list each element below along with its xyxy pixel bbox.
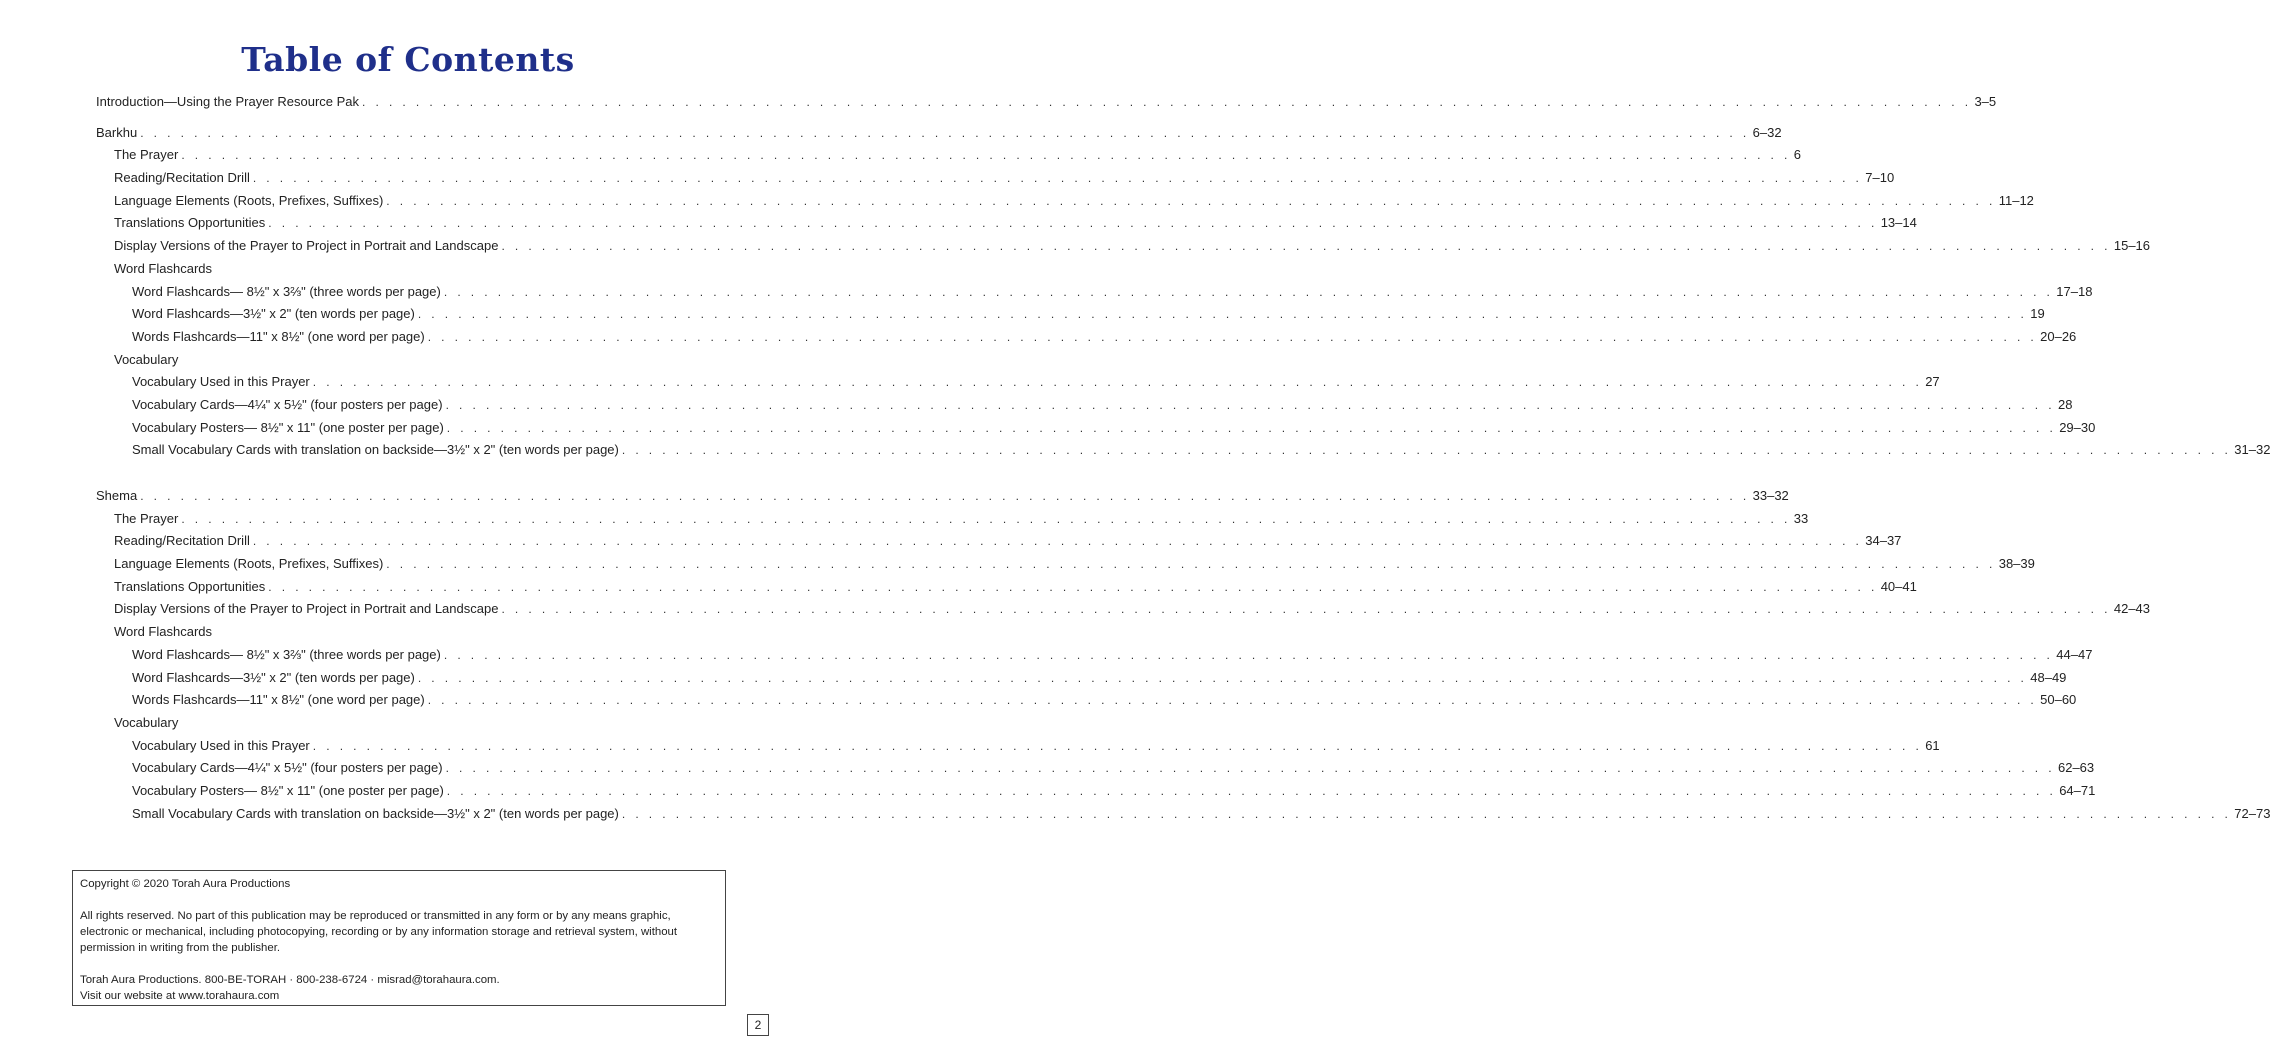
toc-entry-label: Vocabulary Posters— 8½" x 11" (one poster per page): [132, 782, 444, 798]
toc-entry-label: Words Flashcards—11" x 8½" (one word per page): [132, 328, 425, 344]
toc-entry: [132, 644, 2093, 667]
toc-entry-page: 61: [1925, 737, 1940, 753]
toc-entry-page: 33: [1793, 510, 1809, 526]
toc-entry: [114, 167, 1895, 190]
toc-entry-page: 64–71: [2059, 782, 2096, 798]
toc-entry-page: 20–26: [2040, 328, 2077, 344]
toc-entry-page: 13–14: [1880, 215, 1917, 231]
toc-entry-label: Translations Opportunities: [114, 578, 266, 594]
toc-entry-page: 11–12: [1998, 192, 2034, 208]
dot-leader: . . . . . . . . . . . . . . . . . . . . . . . . . . . . . . . . . . . . . . . . . . . . . . . . . . . . . . . . . . . . . . . . . . . . . . . . . . . . . . . . . . . . . . . . . . . . . . . . . . . . . . . . . . . . . . . . . . . . . . . .: [181, 511, 1791, 526]
toc-entry-page: 15–16: [2113, 238, 2151, 254]
contact-line: Torah Aura Productions. 800-BE-TORAH · 800-238-6724 · misrad@torahaura.com.: [80, 974, 500, 986]
toc-entry: [114, 349, 738, 372]
toc-entry-page: 28: [2057, 396, 2073, 412]
toc-entry: [132, 735, 1940, 758]
toc-entry-label: Word Flashcards—3½" x 2" (ten words per page): [132, 306, 415, 322]
toc-entry-label: Introduction—Using the Prayer Resource Pak: [96, 94, 360, 109]
toc-entry: [114, 598, 2151, 621]
dot-leader: . . . . . . . . . . . . . . . . . . . . . . . . . . . . . . . . . . . . . . . . . . . . . . . . . . . . . . . . . . . . . . . . . . . . . . . . . . . . . . . . . . . . . . . . . . . . . . . . . . . . . . . . . . . . . . . . . . . . . . . .: [445, 397, 2055, 412]
toc-entry-label: Translations Opportunities: [114, 215, 266, 231]
dot-leader: . . . . . . . . . . . . . . . . . . . . . . . . . . . . . . . . . . . . . . . . . . . . . . . . . . . . . . . . . . . . . . . . . . . . . . . . . . . . . . . . . . . . . . . . . . . . . . . . . . . . . . . . . . . . . . . . . . . . . . . .: [181, 148, 1791, 163]
toc-entry-page: 33–32: [1752, 488, 1789, 503]
toc-entry: [132, 371, 1940, 394]
dot-leader: . . . . . . . . . . . . . . . . . . . . . . . . . . . . . . . . . . . . . . . . . . . . . . . . . . . . . . . . . . . . . . . . . . . . . . . . . . . . . . . . . . . . . . . . . . . . . . . . . . . . . . . . . . . . . . . . . . . . . . . .: [445, 761, 2055, 776]
toc-entry: [96, 91, 1997, 114]
toc-entry-label: The Prayer: [114, 147, 179, 163]
dot-leader: . . . . . . . . . . . . . . . . . . . . . . . . . . . . . . . . . . . . . . . . . . . . . . . . . . . . . . . . . . . . . . . . . . . . . . . . . . . . . . . . . . . . . . . . . . . . . . . . . . . . . . . . . . . . . . . . . . . . . . . .: [252, 171, 1863, 186]
toc-entry: [114, 190, 2034, 213]
toc-entry-label: Vocabulary Used in this Prayer: [132, 374, 310, 390]
dot-leader: . . . . . . . . . . . . . . . . . . . . . . . . . . . . . . . . . . . . . . . . . . . . . . . . . . . . . . . . . . . . . . . . . . . . . . . . . . . . . . . . . . . . . . . . . . . . . . . . . . . . . . . . . . . . . . . . . . . . . . . .: [140, 489, 1750, 503]
toc-entry-page: 40–41: [1880, 578, 1917, 594]
toc-entry-label: Reading/Recitation Drill: [114, 533, 250, 549]
toc-entry: [132, 780, 2096, 803]
toc-entry-page: 17–18: [2056, 283, 2093, 299]
toc-entry: [114, 212, 1917, 235]
dot-leader: . . . . . . . . . . . . . . . . . . . . . . . . . . . . . . . . . . . . . . . . . . . . . . . . . . . . . . . . . . . . . . . . . . . . . . . . . . . . . . . . . . . . . . . . . . . . . . . . . . . . . . . . . . . . . . . . . . . . . . . .: [417, 670, 2028, 685]
toc-entry-label: Vocabulary Posters— 8½" x 11" (one poster per page): [132, 419, 444, 435]
toc-entry-label: Language Elements (Roots, Prefixes, Suffixes): [114, 192, 384, 208]
toc-entry-label: Reading/Recitation Drill: [114, 170, 250, 186]
toc-entry: [114, 553, 2035, 576]
toc-entry-label: Word Flashcards— 8½" x 3⅔" (three words per page): [132, 283, 441, 299]
dot-leader: . . . . . . . . . . . . . . . . . . . . . . . . . . . . . . . . . . . . . . . . . . . . . . . . . . . . . . . . . . . . . . . . . . . . . . . . . . . . . . . . . . . . . . . . . . . . . . . . . . . . . . . . . . . . . . . . . . . . . . . .: [140, 125, 1750, 140]
toc-entry: [132, 303, 2045, 326]
toc-entry-label: Vocabulary Used in this Prayer: [132, 737, 310, 753]
dot-leader: . . . . . . . . . . . . . . . . . . . . . . . . . . . . . . . . . . . . . . . . . . . . . . . . . . . . . . . . . . . . . . . . . . . . . . . . . . . . . . . . . . . . . . . . . . . . . . . . . . . . . . . . . . . . . . . . . . . . . . . .: [501, 239, 2111, 254]
dot-leader: . . . . . . . . . . . . . . . . . . . . . . . . . . . . . . . . . . . . . . . . . . . . . . . . . . . . . . . . . . . . . . . . . . . . . . . . . . . . . . . . . . . . . . . . . . . . . . . . . . . . . . . . . . . . . . . . . . . . . . . .: [252, 534, 1863, 549]
table-of-contents: [96, 91, 2270, 825]
toc-entry-label: Barkhu: [96, 124, 138, 140]
toc-entry: [114, 235, 2151, 258]
website-line: Visit our website at www.torahaura.com: [80, 990, 280, 1002]
dot-leader: . . . . . . . . . . . . . . . . . . . . . . . . . . . . . . . . . . . . . . . . . . . . . . . . . . . . . . . . . . . . . . . . . . . . . . . . . . . . . . . . . . . . . . . . . . . . . . . . . . . . . . . . . . . . . . . . . . . . . . . .: [446, 783, 2057, 798]
toc-entry-page: 6: [1793, 147, 1801, 163]
toc-entry-label: Vocabulary Cards—4¼" x 5½" (four posters per page): [132, 760, 443, 776]
dot-leader: . . . . . . . . . . . . . . . . . . . . . . . . . . . . . . . . . . . . . . . . . . . . . . . . . . . . . . . . . . . . . . . . . . . . . . . . . . . . . . . . . . . . . . . . . . . . . . . . . . . . . . . . . . . . . . . . . . . . . . . .: [386, 193, 1996, 208]
toc-entry: [132, 394, 2073, 417]
toc-entry-page: 42–43: [2113, 601, 2151, 617]
dot-leader: . . . . . . . . . . . . . . . . . . . . . . . . . . . . . . . . . . . . . . . . . . . . . . . . . . . . . . . . . . . . . . . . . . . . . . . . . . . . . . . . . . . . . . . . . . . . . . . . . . . . . . . . . . . . . . . . . . . . . . . .: [362, 95, 1972, 109]
dot-leader: . . . . . . . . . . . . . . . . . . . . . . . . . . . . . . . . . . . . . . . . . . . . . . . . . . . . . . . . . . . . . . . . . . . . . . . . . . . . . . . . . . . . . . . . . . . . . . . . . . . . . . . . . . . . . . . . . . . . . . . .: [443, 647, 2054, 662]
copyright-box: [72, 870, 726, 1006]
toc-entry-page: 38–39: [1998, 556, 2035, 572]
dot-leader: . . . . . . . . . . . . . . . . . . . . . . . . . . . . . . . . . . . . . . . . . . . . . . . . . . . . . . . . . . . . . . . . . . . . . . . . . . . . . . . . . . . . . . . . . . . . . . . . . . . . . . . . . . . . . . . . . . . . . . . .: [312, 375, 1923, 390]
toc-entry: [114, 144, 1801, 167]
toc-entry: [132, 689, 2077, 712]
toc-entry: [132, 326, 2077, 349]
dot-leader: . . . . . . . . . . . . . . . . . . . . . . . . . . . . . . . . . . . . . . . . . . . . . . . . . . . . . . . . . . . . . . . . . . . . . . . . . . . . . . . . . . . . . . . . . . . . . . . . . . . . . . . . . . . . . . . . . . . . . . . .: [417, 307, 2028, 322]
toc-entry-page: 48–49: [2030, 669, 2067, 685]
page-title: Table of Contents: [241, 40, 575, 79]
copyright-line: Copyright © 2020 Torah Aura Productions: [80, 878, 291, 890]
dot-leader: . . . . . . . . . . . . . . . . . . . . . . . . . . . . . . . . . . . . . . . . . . . . . . . . . . . . . . . . . . . . . . . . . . . . . . . . . . . . . . . . . . . . . . . . . . . . . . . . . . . . . . . . . . . . . . . . . . . . . . . .: [446, 420, 2057, 435]
dot-leader: . . . . . . . . . . . . . . . . . . . . . . . . . . . . . . . . . . . . . . . . . . . . . . . . . . . . . . . . . . . . . . . . . . . . . . . . . . . . . . . . . . . . . . . . . . . . . . . . . . . . . . . . . . . . . . . . . . . . . . . .: [268, 579, 1878, 594]
toc-entry-label: Display Versions of the Prayer to Project in Portrait and Landscape: [114, 601, 499, 617]
dot-leader: . . . . . . . . . . . . . . . . . . . . . . . . . . . . . . . . . . . . . . . . . . . . . . . . . . . . . . . . . . . . . . . . . . . . . . . . . . . . . . . . . . . . . . . . . . . . . . . . . . . . . . . . . . . . . . . . . . . . . . . .: [443, 284, 2054, 299]
toc-entry-label: The Prayer: [114, 510, 179, 526]
toc-entry: [114, 258, 738, 281]
toc-entry: [96, 122, 1782, 145]
toc-entry: [132, 667, 2067, 690]
dot-leader: . . . . . . . . . . . . . . . . . . . . . . . . . . . . . . . . . . . . . . . . . . . . . . . . . . . . . . . . . . . . . . . . . . . . . . . . . . . . . . . . . . . . . . . . . . . . . . . . . . . . . . . . . . . . . . . . . . . . . . . .: [427, 693, 2038, 708]
toc-entry-page: 19: [2030, 306, 2045, 322]
toc-entry: [132, 281, 2093, 304]
toc-entry-label: Words Flashcards—11" x 8½" (one word per page): [132, 692, 425, 708]
toc-entry-label: Shema: [96, 488, 138, 503]
toc-entry-label: Display Versions of the Prayer to Project in Portrait and Landscape: [114, 238, 499, 254]
toc-entry: [132, 803, 2270, 826]
toc-entry-page: 29–30: [2059, 419, 2096, 435]
toc-entry-label: Word Flashcards—3½" x 2" (ten words per page): [132, 669, 415, 685]
toc-entry-page: 50–60: [2040, 692, 2077, 708]
toc-entry-label: Language Elements (Roots, Prefixes, Suffixes): [114, 556, 384, 572]
toc-entry: [114, 530, 1902, 553]
dot-leader: . . . . . . . . . . . . . . . . . . . . . . . . . . . . . . . . . . . . . . . . . . . . . . . . . . . . . . . . . . . . . . . . . . . . . . . . . . . . . . . . . . . . . . . . . . . . . . . . . . . . . . . . . . . . . . . . . . . . . . . .: [501, 602, 2111, 617]
toc-entry-label: Small Vocabulary Cards with translation on backside—3½" x 2" (ten words per page): [132, 805, 619, 821]
toc-entry-label: Vocabulary: [114, 351, 179, 367]
toc-entry-page: 7–10: [1865, 170, 1895, 186]
rights-text: All rights reserved. No part of this publication may be reproduced or transmitted in any form or by any means graphic, electronic or mechanical, including photocopying, recording or by any information storage and retrieval system, without permission in writing from the publisher.: [80, 910, 678, 954]
toc-entry-page: 3–5: [1974, 94, 1997, 109]
toc-entry-page: 44–47: [2056, 646, 2093, 662]
toc-entry: [132, 417, 2096, 440]
toc-entry-label: Small Vocabulary Cards with translation on backside—3½" x 2" (ten words per page): [132, 442, 619, 458]
dot-leader: . . . . . . . . . . . . . . . . . . . . . . . . . . . . . . . . . . . . . . . . . . . . . . . . . . . . . . . . . . . . . . . . . . . . . . . . . . . . . . . . . . . . . . . . . . . . . . . . . . . . . . . . . . . . . . . . . . . . . . . .: [268, 216, 1878, 231]
dot-leader: . . . . . . . . . . . . . . . . . . . . . . . . . . . . . . . . . . . . . . . . . . . . . . . . . . . . . . . . . . . . . . . . . . . . . . . . . . . . . . . . . . . . . . . . . . . . . . . . . . . . . . . . . . . . . . . . . . . . . . . .: [427, 329, 2038, 344]
toc-entry-label: Vocabulary: [114, 714, 179, 730]
toc-entry-page: 27: [1925, 374, 1940, 390]
dot-leader: . . . . . . . . . . . . . . . . . . . . . . . . . . . . . . . . . . . . . . . . . . . . . . . . . . . . . . . . . . . . . . . . . . . . . . . . . . . . . . . . . . . . . . . . . . . . . . . . . . . . . . . . . . . . . . . . . . . . . . . .: [386, 557, 1996, 572]
toc-entry-page: 31–32: [2234, 442, 2270, 458]
toc-entry: [114, 621, 738, 644]
toc-entry-label: Vocabulary Cards—4¼" x 5½" (four posters per page): [132, 396, 443, 412]
toc-entry-label: Word Flashcards— 8½" x 3⅔" (three words per page): [132, 646, 441, 662]
toc-entry: [114, 712, 738, 735]
toc-entry-page: 62–63: [2057, 760, 2095, 776]
toc-entry: [114, 576, 1917, 599]
toc-entry: [96, 485, 1789, 508]
toc-entry-page: 72–73: [2234, 805, 2270, 821]
toc-entry-page: 6–32: [1752, 124, 1782, 140]
toc-entry-label: Word Flashcards: [114, 260, 213, 276]
dot-leader: . . . . . . . . . . . . . . . . . . . . . . . . . . . . . . . . . . . . . . . . . . . . . . . . . . . . . . . . . . . . . . . . . . . . . . . . . . . . . . . . . . . . . . . . . . . . . . . . . . . . . . . . . . . . . . . . . . . . . . . .: [621, 806, 2232, 821]
toc-entry-page: 34–37: [1865, 533, 1902, 549]
dot-leader: . . . . . . . . . . . . . . . . . . . . . . . . . . . . . . . . . . . . . . . . . . . . . . . . . . . . . . . . . . . . . . . . . . . . . . . . . . . . . . . . . . . . . . . . . . . . . . . . . . . . . . . . . . . . . . . . . . . . . . . .: [312, 738, 1923, 753]
toc-entry-label: Word Flashcards: [114, 624, 213, 640]
toc-entry: [114, 508, 1809, 531]
dot-leader: . . . . . . . . . . . . . . . . . . . . . . . . . . . . . . . . . . . . . . . . . . . . . . . . . . . . . . . . . . . . . . . . . . . . . . . . . . . . . . . . . . . . . . . . . . . . . . . . . . . . . . . . . . . . . . . . . . . . . . . .: [621, 443, 2232, 458]
toc-entry: [132, 439, 2270, 462]
page-number: 2: [747, 1014, 769, 1036]
toc-entry: [132, 757, 2095, 780]
